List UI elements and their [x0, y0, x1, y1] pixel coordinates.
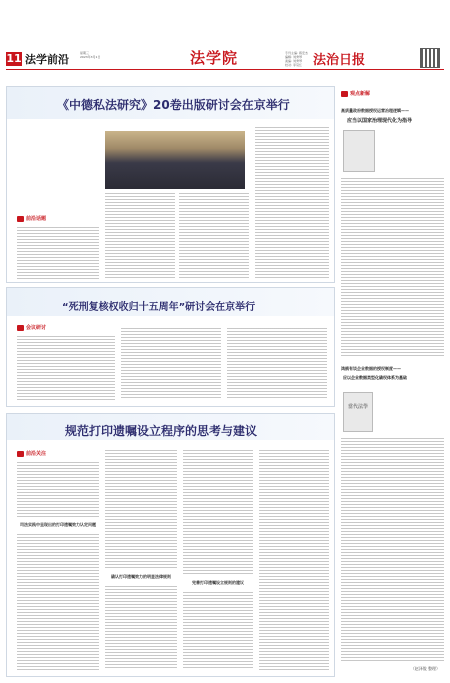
article-1-text-col1 [17, 227, 99, 279]
article-1-tag [17, 215, 46, 222]
article-2-tag [17, 324, 46, 331]
article-3-title: 规范打印遗嘱设立程序的思考与建议 [65, 424, 258, 438]
article-3-subheading-3: 完善打印遗嘱设立规则的建议 [192, 580, 244, 585]
sidebar-text-2 [341, 438, 444, 663]
article-3-tag [17, 450, 46, 457]
article-3-text-col3a [183, 450, 253, 576]
sidebar [337, 86, 444, 676]
article-1 [6, 86, 335, 283]
tag-icon [17, 451, 24, 457]
article-2-tag-label: 会议研讨 [26, 325, 47, 331]
editor-credits: 专刊主编: 蒋安杰 编辑: 刘秀琴 美编: 刘秀琴 校对: 李景红 [285, 51, 308, 67]
book-title: 當代法學 [347, 404, 368, 410]
sidebar-quote-heading: 鸿鹄有谈企业数据的授权制度—— [341, 366, 401, 371]
article-1-text-col4 [255, 127, 329, 279]
tag-icon [17, 216, 24, 222]
sidebar-footer: （赵泽俊 整理） [410, 666, 440, 671]
sidebar-tag-label: 观点新解 [350, 91, 371, 97]
newspaper-logo: 法治日报 [313, 53, 366, 68]
article-3-tag-label: 前沿关注 [26, 451, 47, 457]
article-2-text-col1 [17, 336, 115, 400]
article-3-text-col1a [17, 462, 99, 517]
article-1-photo [105, 131, 245, 189]
sidebar-quote-sub: 应以企业数据类型化确权体系为基础 [343, 375, 407, 380]
article-3-subheading-2: 确认打印遗嘱效力的明显法律规则 [111, 574, 171, 579]
tag-icon [341, 91, 348, 97]
article-2-text-col2 [121, 328, 221, 400]
article-3-text-col4 [259, 450, 329, 670]
issue-date: 星期三 2023年3月1日 [80, 51, 101, 59]
article-3 [6, 413, 335, 677]
tag-icon [17, 325, 24, 331]
sidebar-heading-2: 应当以国家治理现代化为指导 [347, 118, 413, 124]
section-name: 法学前沿 [25, 53, 69, 66]
article-1-text-col2 [105, 193, 175, 279]
article-3-text-col1b [17, 534, 99, 670]
article-1-title: 《中德私法研究》20卷出版研讨会在京举行 [57, 98, 290, 112]
article-3-text-col3b [183, 592, 253, 670]
page-number: 11 [6, 52, 22, 65]
article-3-subheading-1: 司法实践中呈现出的打印遗嘱效力认定问题 [20, 522, 96, 527]
section-title: 法学院 [190, 49, 239, 67]
sidebar-book-cover-2 [343, 392, 373, 432]
header-divider [6, 69, 444, 70]
article-2 [6, 287, 335, 407]
sidebar-book-cover-1 [343, 130, 375, 172]
article-1-tag-label: 前沿话题 [26, 216, 47, 222]
sidebar-tag [341, 90, 370, 97]
article-3-text-col2a [105, 450, 177, 570]
article-1-text-col3 [179, 193, 249, 279]
article-3-text-col2b [105, 586, 177, 670]
sidebar-heading-1: 高质量政府数据授权运营治理逻辑—— [341, 108, 409, 113]
article-2-title: “死刑复核权收归十五周年”研讨会在京举行 [62, 302, 256, 313]
article-2-text-col3 [227, 328, 327, 400]
qr-code-icon [420, 48, 440, 68]
sidebar-text-1 [341, 178, 444, 358]
